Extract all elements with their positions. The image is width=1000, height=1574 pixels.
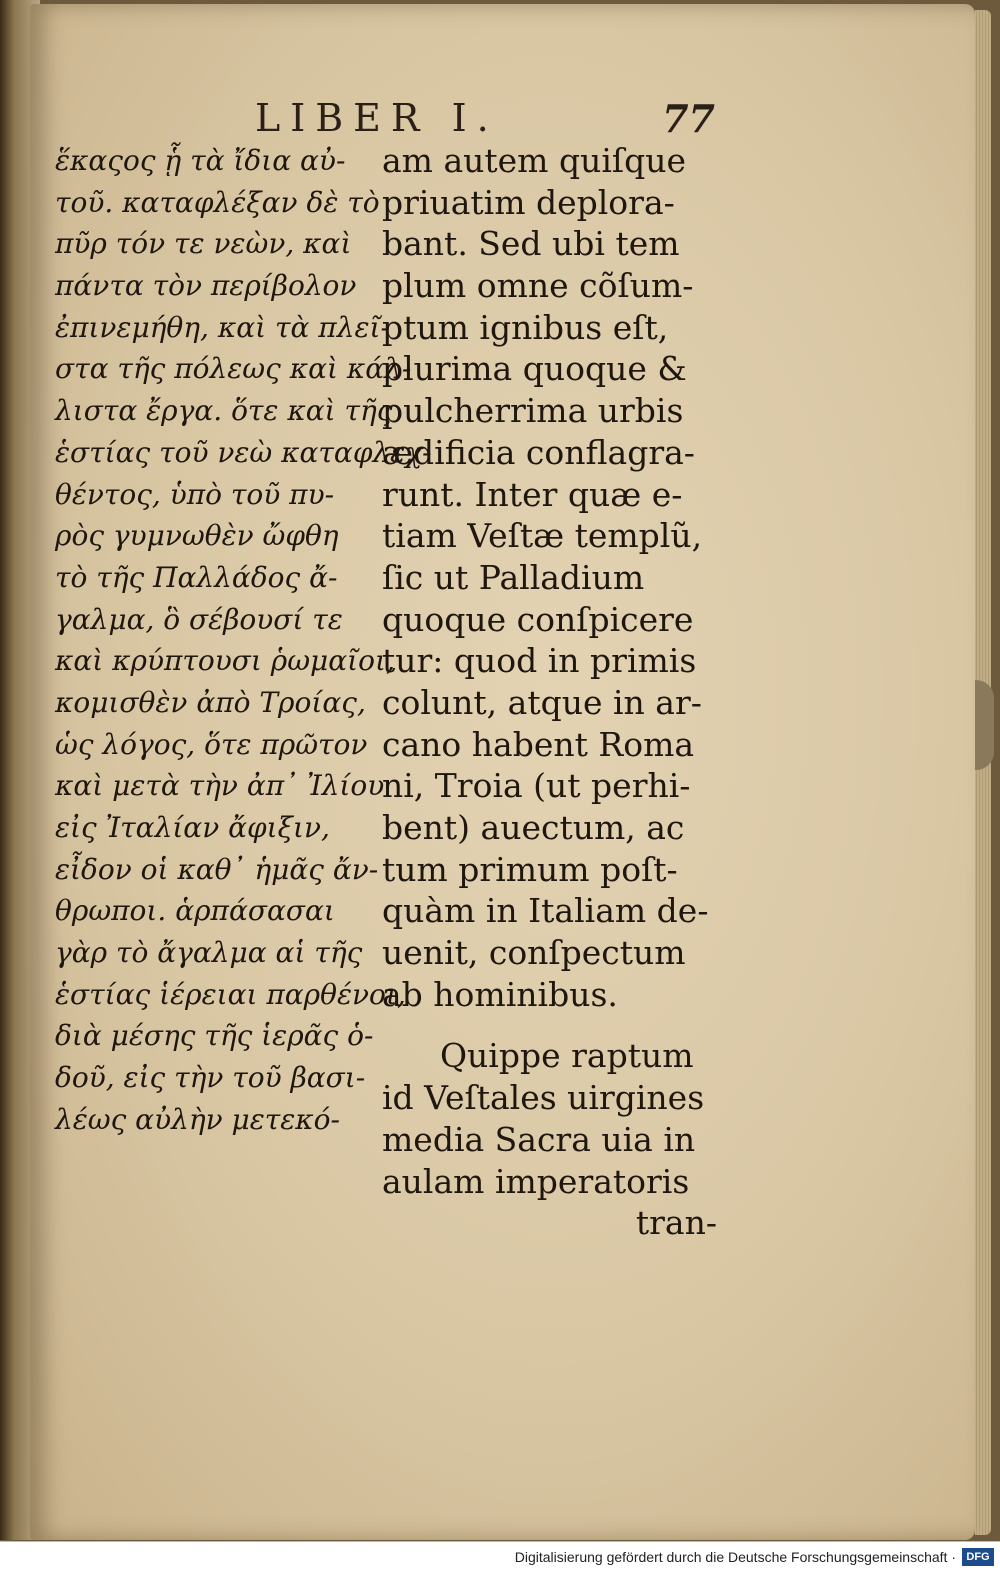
text-line: στα τῆς πόλεως καὶ κάλ- bbox=[55, 352, 412, 386]
text-line: γαλμα, ὃ σέβουσί τε bbox=[55, 602, 343, 636]
text-line: uenit, conſpectum bbox=[382, 933, 686, 973]
text-line: εἶδον οἱ καθ᾽ ἡμᾶς ἄν- bbox=[55, 852, 379, 886]
text-line: runt. Inter quæ e- bbox=[382, 474, 683, 514]
text-line: ptum ignibus eſt, bbox=[382, 307, 669, 347]
catchword: tran- bbox=[635, 1203, 717, 1243]
text-line: τοῦ. καταφλέξαν δὲ τὸ bbox=[55, 185, 380, 219]
text-line: aulam imperatoris bbox=[382, 1161, 690, 1201]
text-line: media Sacra uia in bbox=[382, 1119, 696, 1159]
running-head bbox=[255, 96, 715, 140]
text-line: καὶ κρύπτουσι ῥωμαῖοι, bbox=[55, 644, 395, 678]
text-line: bent) auectum, ac bbox=[382, 808, 685, 847]
text-line: quàm in Italiam de- bbox=[382, 891, 709, 931]
text-line: ἑστίας τοῦ νεὼ καταφλεχ- bbox=[55, 435, 432, 469]
text-line: ni, Troia (ut perhi- bbox=[382, 766, 691, 806]
text-line: colunt, atque in ar- bbox=[382, 682, 702, 722]
text-line: καὶ μετὰ τὴν ἀπ᾽ Ἰλίου bbox=[55, 769, 385, 803]
text-line: θέντος, ὑπὸ τοῦ πυ- bbox=[55, 477, 335, 511]
text-line: tur: quod in primis bbox=[382, 641, 697, 681]
text-line: plurima quoque & bbox=[382, 349, 687, 389]
text-line: ædificia conflagra- bbox=[382, 432, 695, 472]
text-line: ρὸς γυμνωθὲν ὤφθη bbox=[55, 519, 339, 553]
text-line: λέως αὐλὴν μετεκό- bbox=[55, 1102, 340, 1136]
text-line: tiam Veſtæ templũ, bbox=[382, 516, 703, 556]
text-line: θρωποι. ἁρπάσασαι bbox=[55, 894, 335, 928]
text-line: priuatim deplora- bbox=[382, 182, 675, 222]
text-line: ἐπινεμήθη, καὶ τὰ πλεῖ- bbox=[55, 310, 390, 344]
text-line: δοῦ, εἰς τὴν τοῦ βασι- bbox=[55, 1061, 366, 1095]
digitization-credit: Digitalisierung gefördert durch die Deutsche Forschungsgemeinschaft · bbox=[514, 1549, 956, 1565]
text-line: bant. Sed ubi tem bbox=[382, 224, 680, 264]
text-line: πάντα τὸν περίβολον bbox=[55, 269, 357, 303]
text-line: ſic ut Palladium bbox=[382, 557, 645, 597]
text-line: id Veſtales uirgines bbox=[382, 1078, 705, 1118]
text-line: pulcherrima urbis bbox=[382, 391, 684, 431]
text-line: ἕκαςος ᾗ τὰ ἴδια αὐ- bbox=[55, 144, 346, 177]
text-line: διὰ μέσης τῆς ἱερᾶς ὁ- bbox=[55, 1019, 374, 1053]
text-line: Quippe raptum bbox=[440, 1036, 694, 1076]
text-line: cano habent Roma bbox=[382, 724, 695, 764]
text-line: λιστα ἔργα. ὅτε καὶ τῆς bbox=[55, 394, 393, 428]
page-number: 77 bbox=[662, 96, 715, 141]
page-stack-edge bbox=[975, 10, 991, 1535]
text-line: κομισθὲν ἀπὸ Τροίας, bbox=[55, 685, 366, 719]
text-line: quoque conſpicere bbox=[382, 599, 694, 639]
text-line: πῦρ τόν τε νεὼν, καὶ bbox=[55, 227, 352, 261]
paragraph-gap bbox=[382, 1015, 717, 1035]
text-line: εἰς Ἰταλίαν ἄφιξιν, bbox=[55, 811, 330, 844]
dfg-logo: DFG bbox=[962, 1548, 994, 1566]
running-head-title: LIBER I. bbox=[255, 96, 499, 140]
text-line: γὰρ τὸ ἄγαλμα αἱ τῆς bbox=[55, 936, 363, 970]
text-line: ab hominibus. bbox=[382, 974, 618, 1014]
text-line: plum omne cõſum- bbox=[382, 266, 694, 306]
text-line: ὡς λόγος, ὅτε πρῶτον bbox=[55, 727, 368, 761]
text-line: tum primum poſt- bbox=[382, 849, 678, 889]
text-line: ἑστίας ἱέρειαι παρθένοι, bbox=[55, 977, 406, 1011]
footer-bar bbox=[0, 1541, 1000, 1574]
text-line: am autem quiſque bbox=[382, 141, 687, 180]
text-line: τὸ τῆς Παλλάδος ἄ- bbox=[55, 560, 338, 594]
latin-column bbox=[382, 140, 717, 1244]
greek-column bbox=[55, 140, 432, 1141]
